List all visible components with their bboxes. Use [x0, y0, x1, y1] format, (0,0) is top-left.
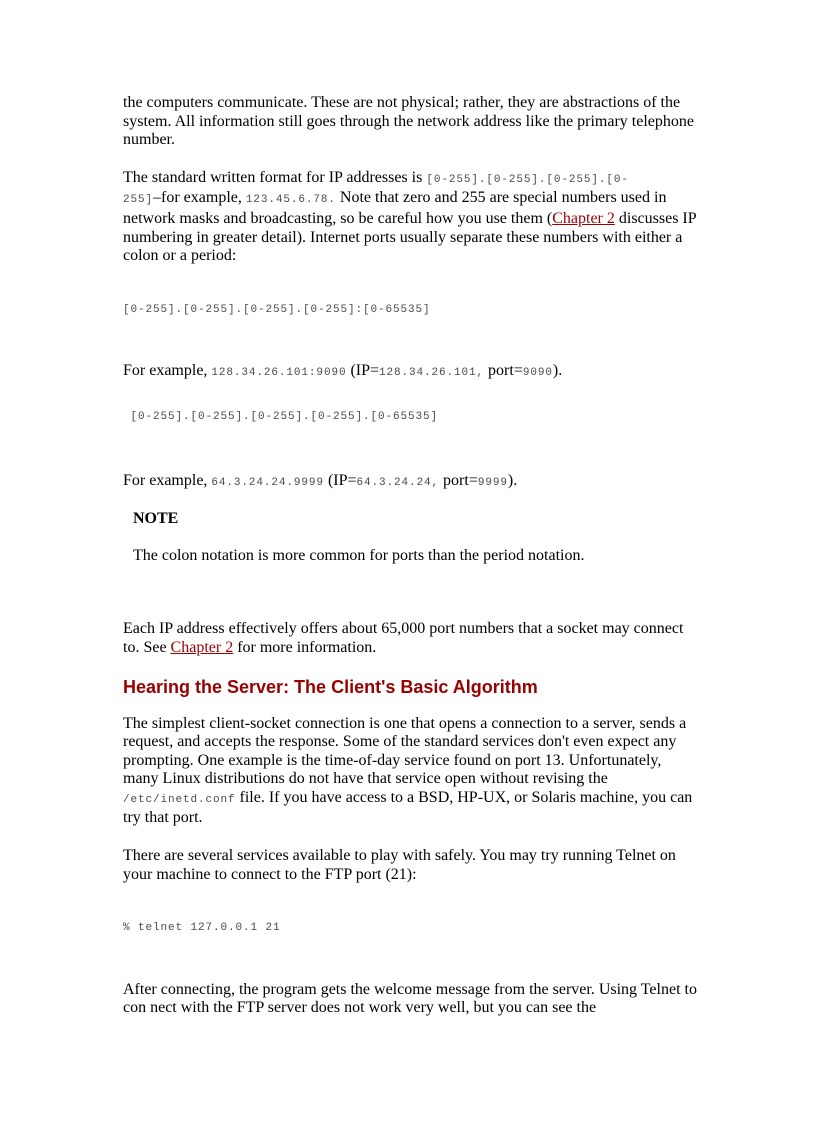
text-segment: Each IP address effectively offers about 65,000 port numbers that a socket may connect to. See	[123, 620, 684, 656]
text-segment: For example,	[123, 362, 212, 380]
inline-code: 9999	[477, 476, 508, 489]
note-title: NOTE	[133, 510, 179, 528]
text-segment: ).	[507, 471, 518, 489]
paragraph-ports	[123, 620, 698, 657]
text-segment: ).	[552, 362, 563, 380]
inline-code: [0-255].[0-255].[0-255].[0-	[426, 173, 629, 186]
paragraph-example-colon	[123, 362, 698, 383]
paragraph-after-connecting: After connecting, the program gets the welcome message from the server. Using Telnet to con nect with the FTP server does not work very well, but you can see the	[123, 980, 697, 1017]
text-segment: port=	[484, 362, 523, 380]
code-block-telnet: % telnet 127.0.0.1 21	[123, 922, 281, 935]
inline-code: 123.45.6.78.	[245, 194, 336, 207]
text-segment: for more information.	[233, 638, 377, 656]
paragraph-client-algorithm	[123, 715, 698, 829]
code-block-period: [0-255].[0-255].[0-255].[0-255].[0-65535]	[123, 410, 439, 423]
inline-code: 255]	[123, 194, 154, 207]
text-segment: (IP=	[346, 362, 380, 380]
chapter-2-link[interactable]: Chapter 2	[170, 638, 234, 656]
inline-code: 64.3.24.24,	[356, 476, 440, 489]
paragraph-example-period	[123, 472, 698, 493]
text-segment: Note that zero and 255 are special numbers used in network masks and broadcasting, so be careful how you use them (	[123, 189, 667, 227]
text-segment: The simplest client-socket connection is one that opens a connection to a server, sends a request, and accepts the response. Some of the standard services don't even expect any prompting. One example is the time-of-day service found on port 13. Unfortunately, many Linux distributions do not have that service open without revising the	[123, 714, 687, 788]
inline-code: 128.34.26.101,	[379, 367, 485, 380]
paragraph-ip-format	[123, 169, 698, 266]
text-segment: For example,	[123, 471, 212, 489]
chapter-2-link[interactable]: Chapter 2	[552, 209, 615, 227]
inline-code: 64.3.24.24.9999	[211, 476, 324, 489]
inline-code: /etc/inetd.conf	[123, 793, 236, 806]
note-body: The colon notation is more common for ports than the period notation.	[133, 546, 585, 564]
document-page	[123, 94, 698, 1018]
paragraph-intro: the computers communicate. These are not physical; rather, they are abstractions of the system. All information still goes through the network address like the primary telephone number.	[123, 94, 694, 149]
section-heading: Hearing the Server: The Client's Basic Algorithm	[123, 676, 538, 697]
inline-code: 128.34.26.101:9090	[211, 367, 347, 380]
text-segment: port=	[439, 471, 478, 489]
text-segment: The standard written format for IP addresses is	[123, 168, 427, 186]
text-segment: discusses IP numbering in greater detail). Internet ports usually separate these numbers with either a colon or a period:	[123, 209, 697, 265]
text-segment: file. If you have access to a BSD, HP-UX, or Solaris machine, you can try that port.	[123, 788, 693, 827]
text-segment: (IP=	[323, 471, 357, 489]
inline-code: 9090	[522, 367, 553, 380]
code-block-colon: [0-255].[0-255].[0-255].[0-255]:[0-65535]	[123, 303, 431, 316]
text-segment: –for example,	[153, 189, 246, 207]
paragraph-services: There are several services available to play with safely. You may try running Telnet on your machine to connect to the FTP port (21):	[123, 847, 676, 883]
